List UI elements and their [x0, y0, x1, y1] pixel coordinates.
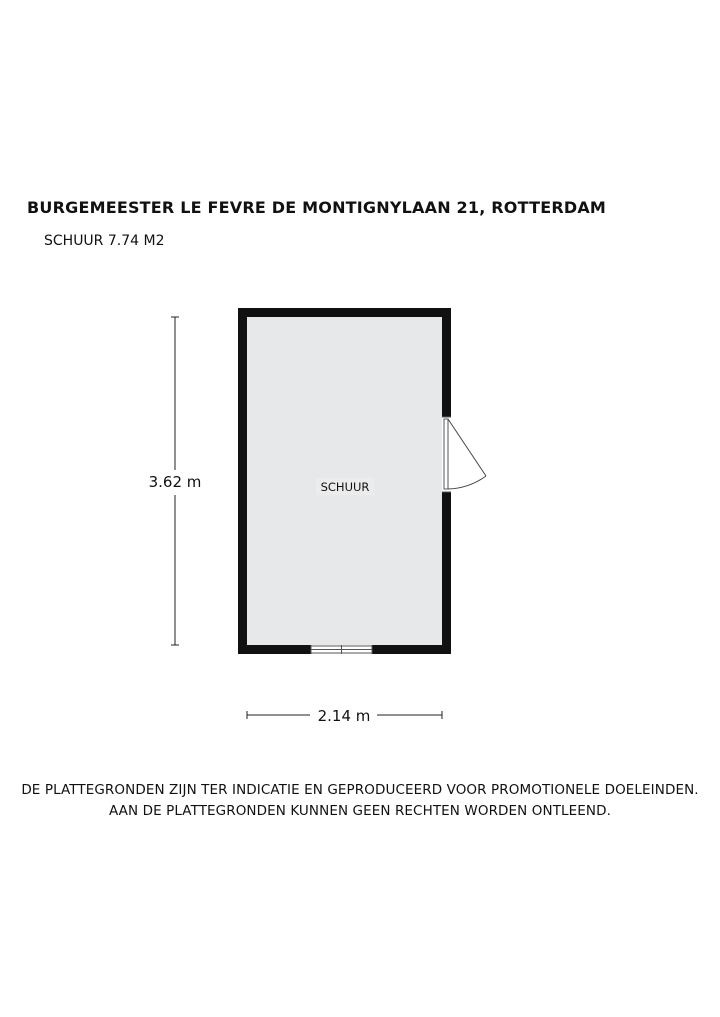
- disclaimer-line-2: AAN DE PLATTEGRONDEN KUNNEN GEEN RECHTEN WORDEN ONTLEEND.: [108, 803, 612, 819]
- page-title: BURGEMEESTER LE FEVRE DE MONTIGNYLAAN 21, ROTTERDAM: [27, 198, 607, 217]
- height-dimension-label: 3.62 m: [148, 473, 202, 491]
- disclaimer-line-1: DE PLATTEGRONDEN ZIJN TER INDICATIE EN GEPRODUCEERD VOOR PROMOTIONELE DOELEINDEN.: [21, 782, 699, 798]
- area-subtitle: SCHUUR 7.74 M2: [44, 233, 165, 249]
- door-right: [442, 417, 486, 492]
- window-bottom: [311, 645, 372, 654]
- room-label: SCHUUR: [320, 480, 370, 494]
- width-dimension-label: 2.14 m: [317, 707, 371, 725]
- disclaimer: [0, 780, 720, 822]
